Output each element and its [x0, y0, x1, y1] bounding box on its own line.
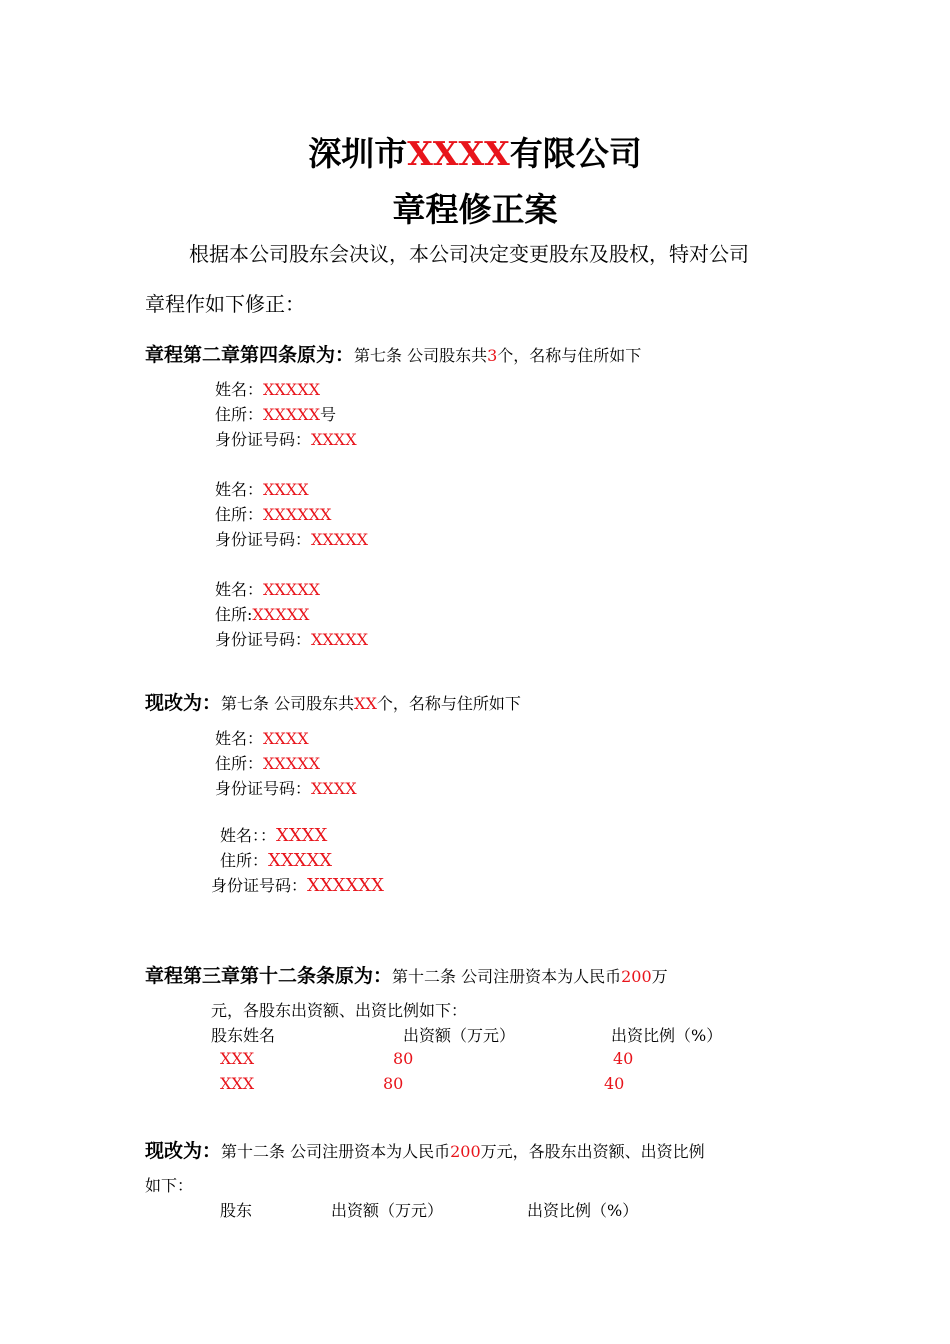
table-cell: XXX [220, 1074, 255, 1093]
intro-line-1: 根据本公司股东会决议，本公司决定变更股东及股权，特对公司 [189, 242, 749, 266]
section2-count: XX [354, 694, 377, 713]
section2-heading: 现改为： [145, 692, 222, 714]
table-cell: 80 [383, 1074, 404, 1093]
section2-heading-line: 现改为：第七条 公司股东共XX个，名称与住所如下 [145, 692, 521, 714]
section4-line-2: 如下： [145, 1176, 194, 1195]
column-header: 出资比例（%） [527, 1201, 639, 1220]
document-subtitle: 章程修正案 [392, 190, 558, 229]
section3-heading: 章程第三章第十二条条原为： [145, 965, 393, 987]
column-header: 出资额（万元） [403, 1026, 516, 1045]
table-cell: XXX [220, 1049, 255, 1068]
table-cell: 40 [613, 1049, 634, 1068]
table-cell: 80 [393, 1049, 414, 1068]
column-header: 股东姓名 [211, 1026, 276, 1045]
section1-heading-line: 章程第二章第四条原为：第七条 公司股东共3个，名称与住所如下 [145, 344, 642, 366]
company-title: 深圳市XXXX有限公司 [308, 134, 642, 173]
section4-heading-line: 现改为：第十二条 公司注册资本为人民币200万元，各股东出资额、出资比例 [145, 1140, 705, 1162]
column-header: 出资比例（%） [611, 1026, 723, 1045]
section4-capital: 200 [450, 1142, 481, 1161]
section3-heading-line: 章程第三章第十二条条原为：第十二条 公司注册资本为人民币200万 [145, 965, 668, 987]
section3-line-2: 元，各股东出资额、出资比例如下： [211, 1001, 468, 1020]
column-header: 出资额（万元） [331, 1201, 444, 1220]
column-header: 股东 [220, 1201, 253, 1220]
intro-line-2: 章程作如下修正： [145, 292, 305, 316]
section1-heading: 章程第二章第四条原为： [145, 344, 355, 366]
section1-count: 3 [487, 346, 498, 365]
company-name-placeholder: XXXX [407, 134, 510, 173]
section3-capital: 200 [621, 967, 652, 986]
table-cell: 40 [604, 1074, 625, 1093]
section4-heading: 现改为： [145, 1140, 222, 1162]
